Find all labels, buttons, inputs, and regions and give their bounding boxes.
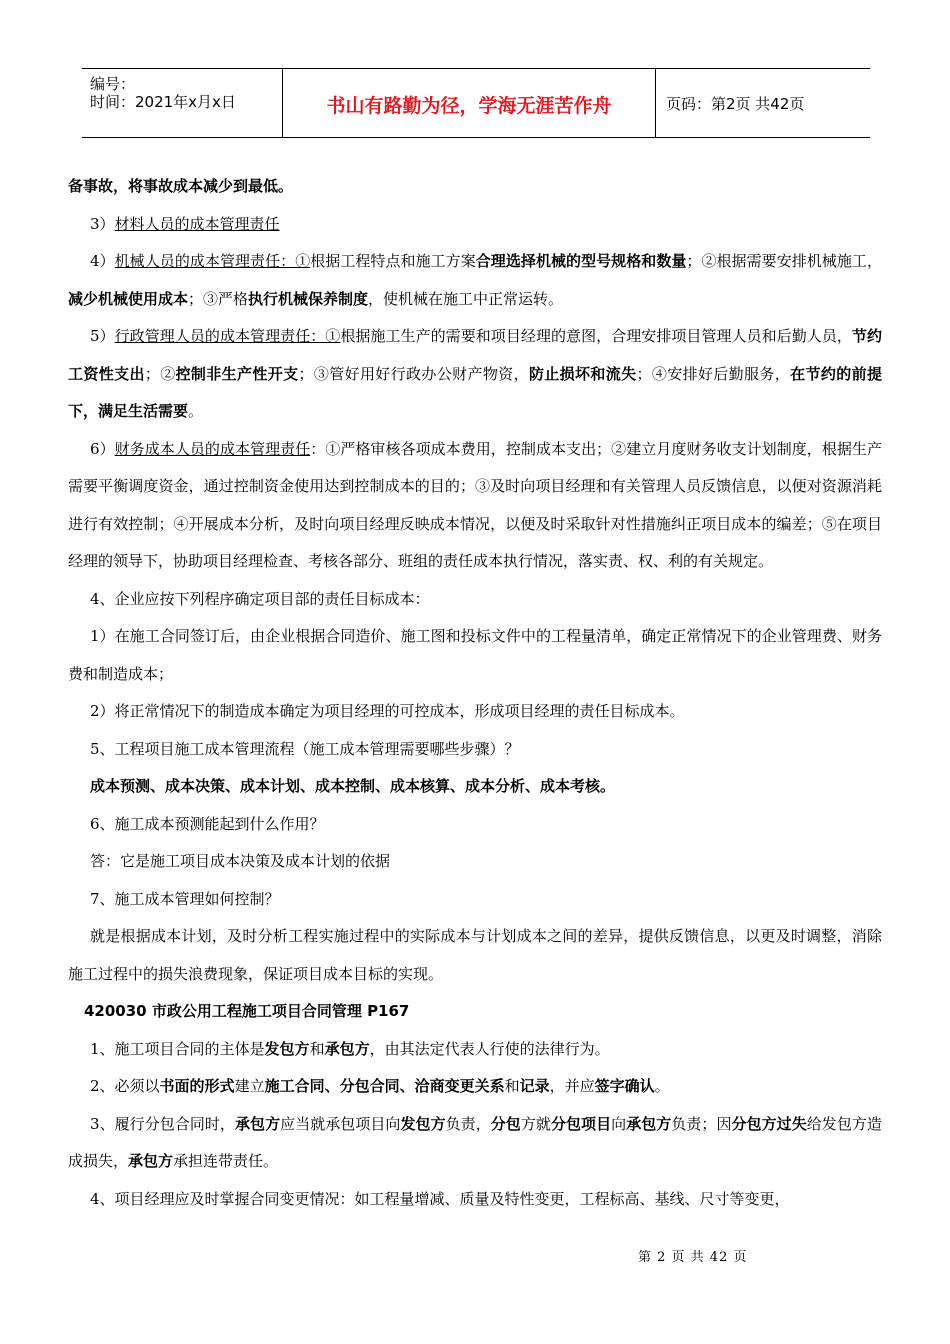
underlined-heading: 财务成本人员的成本管理责任 bbox=[114, 439, 311, 458]
header-motto-cell bbox=[283, 69, 656, 137]
text-run: 向 bbox=[611, 1114, 627, 1133]
paragraph bbox=[68, 581, 882, 619]
text-run: 4） bbox=[90, 252, 115, 270]
bold-run: 承包方 bbox=[626, 1114, 672, 1133]
page-footer: 第 2 页 共 42 页 bbox=[638, 1250, 748, 1265]
text-run: ，并应 bbox=[549, 1077, 595, 1095]
bold-run: 承包方 bbox=[128, 1152, 174, 1170]
bold-run: 合理选择机械的型号规格和数量 bbox=[475, 252, 687, 270]
header-page-number: 页码：第2页 共42页 bbox=[666, 95, 805, 113]
paragraph bbox=[68, 243, 882, 318]
bold-run: 承包方 bbox=[234, 1114, 281, 1133]
bold-run: 防止损坏和流失 bbox=[528, 364, 637, 383]
paragraph bbox=[68, 731, 882, 769]
text-run: 5、工程项目施工成本管理流程（施工成本管理需要哪些步骤）？ bbox=[90, 739, 520, 758]
text-run: 和 bbox=[309, 1039, 325, 1058]
text-run: ：①严格审核各项成本费用，控制成本支出；②建立月度财务收支计划制度，根据生产需要平衡调度资金，通过控制资金使用达到控制成本的目的；③及时向项目经理和有关管理人员反馈信息，以便对资源消耗进行有效控制；④开展成本分析，及时向项目经理反映成本情况，以便及时采取针对性措施纠正项目成本的编差；⑤在项目经理的领导下，协助项目经理检查、考核各部分、班组的责任成本执行情况，落实责、权、利的有关规定。 bbox=[68, 439, 882, 570]
paragraph bbox=[68, 431, 882, 581]
text-run: 2、必须以 bbox=[90, 1077, 160, 1095]
paragraph bbox=[68, 206, 882, 244]
header-meta-cell bbox=[82, 69, 283, 137]
text-run: ；② bbox=[144, 364, 176, 383]
page-header bbox=[82, 68, 870, 138]
text-run: 承担连带责任。 bbox=[173, 1152, 279, 1170]
paragraph bbox=[68, 1031, 882, 1069]
serial-label: 编号： bbox=[90, 75, 136, 93]
text-run: 5） bbox=[90, 327, 115, 345]
paragraph bbox=[68, 768, 882, 806]
text-run: 答：它是施工项目成本决策及成本计划的依据 bbox=[90, 852, 391, 870]
text-run: ；④安排好后勤服务， bbox=[636, 364, 791, 383]
bold-run: 发包方 bbox=[400, 1114, 446, 1133]
bold-run: 控制非生产性开支 bbox=[175, 364, 299, 383]
bold-run: 签字确认 bbox=[594, 1077, 655, 1095]
text-run: 3、履行分包合同时， bbox=[90, 1114, 235, 1133]
text-run: 1）在施工合同签订后，由企业根据合同造价、施工图和投标文件中的工程量清单，确定正常情况下的企业管理费、财务费和制造成本； bbox=[68, 627, 882, 683]
underlined-heading: 行政管理人员的成本管理责任：① bbox=[114, 327, 341, 345]
text-run: 应当就承包项目向 bbox=[280, 1114, 401, 1133]
text-run: 备事故，将事故成本减少到最低。 bbox=[68, 177, 294, 195]
bold-run: 减少机械使用成本 bbox=[68, 289, 189, 308]
text-run: 根据施工生产的需要和项目经理的意图，合理安排项目管理人员和后勤人员， bbox=[340, 327, 852, 345]
text-run: 4、企业应按下列程序确定项目部的责任目标成本： bbox=[90, 589, 430, 608]
text-run: ，由其法定代表人行使的法律行为。 bbox=[369, 1039, 610, 1058]
bold-run: 承包方 bbox=[324, 1039, 370, 1058]
motto-text: 书山有路勤为径，学海无涯苦作舟 bbox=[326, 95, 612, 117]
text-run: ；②根据需要安排机械施工， bbox=[686, 252, 882, 270]
paragraph bbox=[68, 1181, 882, 1219]
bold-run: 发包方 bbox=[264, 1039, 310, 1058]
document-body bbox=[68, 168, 882, 1218]
paragraph bbox=[68, 918, 882, 993]
text-run: 就是根据成本计划，及时分析工程实施过程中的实际成本与计划成本之间的差异，提供反馈信息，以更及时调整，消除施工过程中的损失浪费现象，保证项目成本目标的实现。 bbox=[68, 927, 882, 983]
text-run: ，使机械在施工中正常运转。 bbox=[368, 289, 564, 308]
paragraph bbox=[68, 806, 882, 844]
paragraph bbox=[68, 693, 882, 731]
paragraph bbox=[68, 843, 882, 881]
paragraph bbox=[68, 318, 882, 431]
text-run: 和 bbox=[504, 1077, 520, 1095]
text-run: ；③管好用好行政办公财产物资， bbox=[298, 364, 529, 383]
text-run: 根据工程特点和施工方案 bbox=[310, 252, 476, 270]
underlined-heading: 机械人员的成本管理责任：① bbox=[114, 252, 311, 270]
text-run: 2）将正常情况下的制造成本确定为项目经理的可控成本，形成项目经理的责任目标成本。 bbox=[90, 702, 685, 720]
header-page-cell bbox=[656, 69, 870, 137]
text-run: ；③严格 bbox=[188, 289, 249, 308]
underlined-heading: 材料人员的成本管理责任 bbox=[114, 214, 280, 233]
section-heading: 420030 市政公用工程施工项目合同管理 P167 bbox=[84, 1002, 410, 1020]
paragraph bbox=[68, 618, 882, 693]
text-run: 4、项目经理应及时掌握合同变更情况：如工程量增减、质量及特性变更，工程标高、基线、尺寸等变更， bbox=[90, 1189, 790, 1208]
bold-run: 施工合同、分包合同、洽商变更关系 bbox=[264, 1077, 505, 1095]
bold-run: 书面的形式 bbox=[159, 1077, 235, 1095]
text-run: 建立 bbox=[234, 1077, 265, 1095]
text-run: 6） bbox=[90, 439, 115, 458]
text-run: 给发包方造成损失， bbox=[68, 1114, 882, 1170]
bold-run: 分包项目 bbox=[550, 1114, 612, 1133]
text-run: 负责， bbox=[445, 1114, 491, 1133]
text-run: 1、施工项目合同的主体是 bbox=[90, 1039, 265, 1058]
text-run: 6、施工成本预测能起到什么作用？ bbox=[90, 814, 325, 833]
bold-run: 节约工资性支出 bbox=[68, 327, 882, 383]
text-run: 。 bbox=[654, 1077, 670, 1095]
paragraph bbox=[68, 1068, 882, 1106]
date-label: 时间：2021年x月x日 bbox=[90, 93, 236, 111]
text-run: 7、施工成本管理如何控制？ bbox=[90, 889, 280, 908]
paragraph bbox=[68, 1106, 882, 1181]
text-run: 3） bbox=[90, 214, 115, 233]
bold-run: 分包 bbox=[490, 1114, 521, 1133]
bold-run: 分包方过失 bbox=[731, 1114, 807, 1133]
bold-run: 执行机械保养制度 bbox=[248, 289, 369, 308]
text-run: 。 bbox=[188, 402, 204, 420]
paragraph bbox=[68, 168, 882, 206]
paragraph bbox=[68, 881, 882, 919]
text-run: 方就 bbox=[520, 1114, 551, 1133]
text-run: 负责；因 bbox=[671, 1114, 732, 1133]
bold-run: 记录 bbox=[519, 1077, 550, 1095]
bold-run: 成本预测、成本决策、成本计划、成本控制、成本核算、成本分析、成本考核。 bbox=[90, 777, 616, 795]
bold-run: 在节约的前提下，满足生活需要 bbox=[68, 364, 882, 420]
